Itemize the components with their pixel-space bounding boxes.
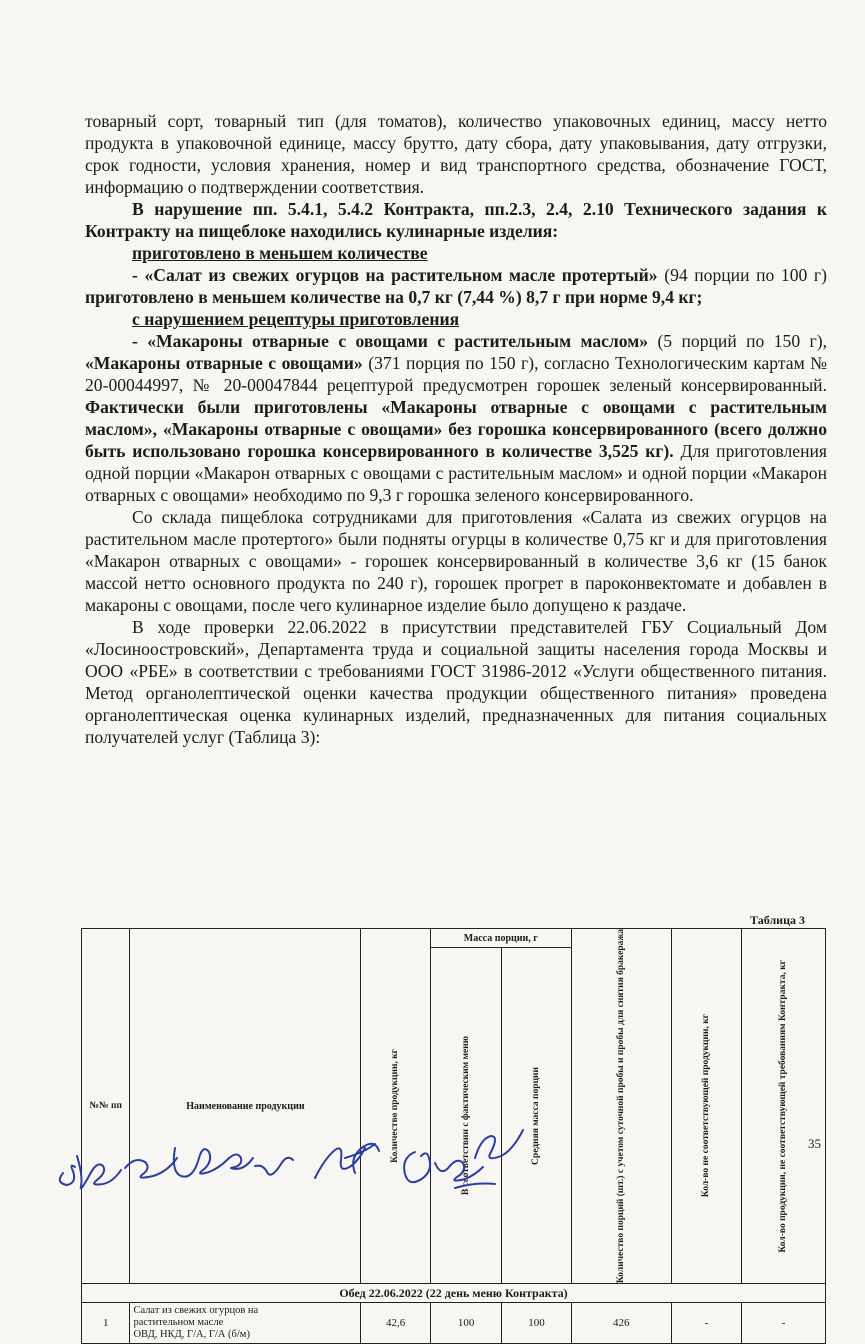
paragraph-warehouse: Со склада пищеблока сотрудниками для приготовления «Салата из свежих огурцов на растительном масле протертого» были подняты огурцы в количестве 0,75 кг и для приготовления «Макарон отварных с овощами» - горошек консервированный в количестве 3,6 кг (15 банок массой нетто основного продукта по 240 г), горошек прогрет в пароконвектомате и добавлен в макароны с овощами, после чего кулинарное изделие было допущено к раздаче. (85, 507, 827, 615)
paragraph-inspection: В ходе проверки 22.06.2022 в присутствии представителей ГБУ Социальный Дом «Лосиноостровский», Департамента труда и социальной защиты населения города Москвы и ООО «РБЕ» в соответствии с требованиями ГОСТ 31986-2012 «Услуги общественного питания. Метод органолептической оценки качества продукции общественного питания» проведена органолептическая оценка кулинарных изделий, предназначенных для питания социальных получателей услуг (Таблица 3): (85, 617, 827, 747)
body-text (85, 110, 827, 748)
header-qty: Количество продукции, кг (361, 929, 430, 1284)
table-header-row (82, 929, 826, 948)
handwritten-signatures (55, 1118, 575, 1198)
heading-recipe-violation: с нарушением рецептуры приготовления (132, 309, 460, 329)
paragraph-salad: - «Салат из свежих огурцов на растительном масле протертый» (94 порции по 100 г) приготовлено в меньшем количестве на 0,7 кг (7,44 %) 8,7 г при норме 9,4 кг; (85, 265, 827, 307)
cell-mass-avg: 100 (502, 1303, 571, 1344)
cell-num: 1 (82, 1303, 130, 1344)
header-mass-avg: Средняя масса порции (502, 948, 571, 1284)
paragraph-labeling: товарный сорт, товарный тип (для томатов), количество упаковочных единиц, массу нетто продукта в упаковочной единице, массу брутто, дату сбора, дату упаковывания, дату отгрузки, срок годности, условия хранения, номер и вид транспортного средства, обозначение ГОСТ, информацию о подтверждении соответствия. (85, 111, 827, 197)
header-noncompliant-contract: Кол-во продукции, не соответствующей требованиям Контракта, кг (742, 929, 826, 1284)
header-name: Наименование продукции (130, 929, 361, 1284)
header-num: №№ пп (82, 929, 130, 1284)
page-number: 35 (808, 1136, 821, 1151)
header-mass-actual: В соответствии с фактическим меню (430, 948, 501, 1284)
header-noncompliant-kg: Кол-во не соответствующей продукции, кг (671, 929, 741, 1284)
meal-label: Обед 22.06.2022 (22 день меню Контракта) (82, 1284, 826, 1303)
cell-noncompliant-kg: - (671, 1303, 741, 1344)
cell-portions: 426 (571, 1303, 671, 1344)
header-portions: Количество порций (шт.) с учетом суточной пробы и пробы для снятия бракеража (571, 929, 671, 1284)
cell-name: Салат из свежих огурцов на растительном масле ОВД, НКД, Г/А, Г/А (б/м) (130, 1303, 361, 1344)
paragraph-pasta: - «Макароны отварные с овощами с растительным маслом» (5 порций по 150 г), «Макароны отварные с овощами» (371 порция по 150 г), согласно Технологическим картам № 20-00044997, № 20-00047844 рецептурой предусмотрен горошек зеленый консервированный. Фактически были приготовлены «Макароны отварные с овощами с растительным маслом», «Макароны отварные с овощами» без горошка консервированного (всего должно быть использовано горошка консервированного в количестве 3,525 кг). Для приготовления одной порции «Макарон отварных с овощами с растительным маслом» и одной порции «Макарон отварных с овощами» необходимо по 9,3 г горошка зеленого консервированного. (85, 331, 828, 505)
heading-reduced-quantity: приготовлено в меньшем количестве (132, 243, 428, 263)
cell-mass-actual: 100 (430, 1303, 501, 1344)
table-row (82, 1303, 826, 1344)
table-caption: Таблица 3 (750, 913, 805, 927)
cell-qty: 42,6 (361, 1303, 430, 1344)
paragraph-violation-intro: В нарушение пп. 5.4.1, 5.4.2 Контракта, пп.2.3, 2.4, 2.10 Технического задания к Контракту на пищеблоке находились кулинарные изделия: (85, 199, 827, 241)
header-mass-group: Масса порции, г (430, 929, 571, 948)
cell-noncompliant-contract: - (742, 1303, 826, 1344)
meal-row (82, 1284, 826, 1303)
